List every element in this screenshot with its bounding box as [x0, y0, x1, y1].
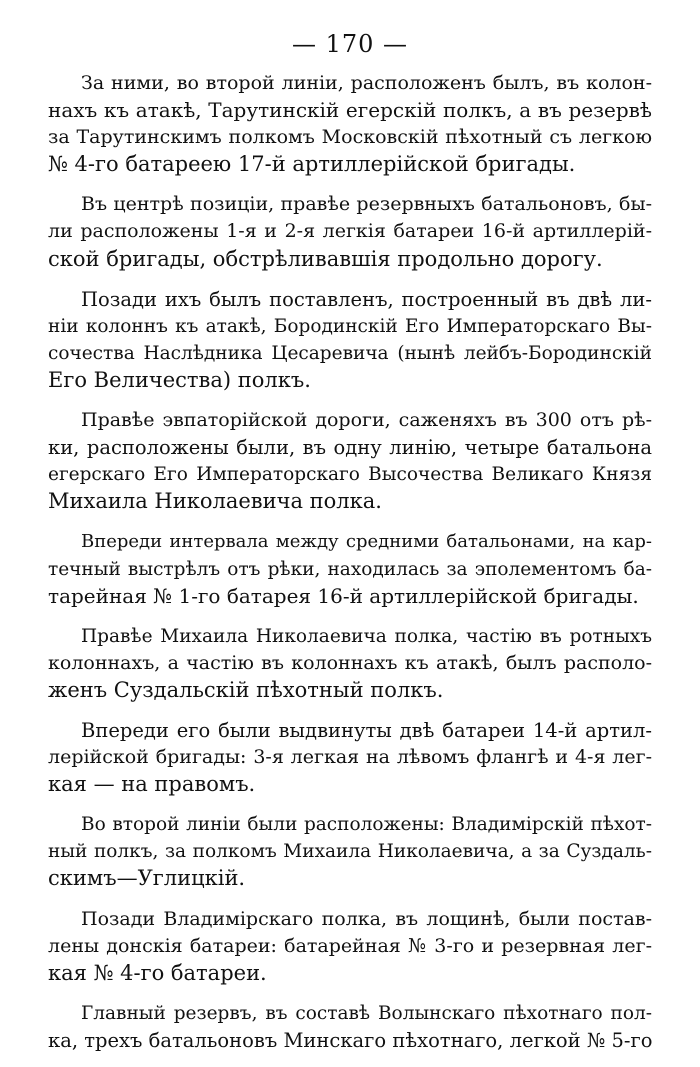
body-text: [48, 70, 652, 1067]
text-line: течный выстрѣлъ отъ рѣки, находилась за эполементомъ ба-: [48, 558, 652, 580]
text-line: Позади ихъ былъ поставленъ, построенный въ двѣ ли-: [81, 287, 652, 311]
paragraph: [48, 717, 652, 798]
text-line: Его Величества) полкъ.: [48, 367, 311, 392]
paragraph: [48, 70, 652, 178]
paragraph: [48, 811, 652, 892]
text-line: сочества Наслѣдника Цесаревича (нынѣ лейбъ-Бородинскій: [48, 342, 652, 364]
text-line: Правѣе эвпаторійской дороги, саженяхъ въ 300 отъ рѣ-: [81, 409, 652, 432]
text-line: скимъ—Углицкій.: [48, 866, 246, 891]
paragraph: [48, 407, 652, 515]
text-line: Позади Владимірскаго полка, въ лощинѣ, были постав-: [81, 907, 652, 930]
text-line: № 4-го батареею 17-й артиллерійской бригады.: [48, 152, 576, 177]
paragraph: [48, 623, 652, 704]
paragraph: [48, 191, 652, 272]
text-line: Во второй линіи были расположены: Владимірскій пѣхот-: [81, 814, 652, 836]
text-line: за Тарутинскимъ полкомъ Московскій пѣхотный съ легкою: [48, 126, 652, 149]
text-line: егерскаго Его Императорскаго Высочества Великаго Князя: [48, 464, 652, 486]
text-line: нахъ къ атакѣ, Тарутинскій егерскій полкъ, а въ резервѣ: [48, 98, 652, 123]
text-line: ли расположены 1-я и 2-я легкія батареи 16-й артиллерій-: [48, 220, 652, 243]
text-line: Впереди его были выдвинуты двѣ батареи 14-й артил-: [81, 718, 652, 742]
text-line: Правѣе Михаила Николаевича полка, частію въ ротныхъ: [81, 625, 652, 647]
text-line: ніи колоннъ къ атакѣ, Бородинскій Его Императорскаго Вы-: [48, 315, 652, 337]
text-line: Впереди интервала между средними батальонами, на кар-: [81, 531, 652, 553]
page-number: — 170 —: [291, 30, 409, 58]
text-line: колоннахъ, а частію въ колоннахъ къ атакѣ, былъ располо-: [48, 651, 652, 674]
text-line: ки, расположены были, въ одну линію, четыре батальона: [48, 436, 652, 460]
paragraph: [48, 528, 652, 609]
text-line: Михаила Николаевича полка.: [48, 489, 382, 514]
text-line: лены донскія батареи: батарейная № 3-го и резервная лег-: [48, 934, 652, 957]
text-line: За ними, во второй линіи, расположенъ былъ, въ колон-: [81, 72, 652, 94]
text-line: кая — на правомъ.: [48, 772, 256, 797]
text-line: женъ Суздальскій пѣхотный полкъ.: [48, 677, 444, 702]
text-line: ской бригады, обстрѣливавшія продольно дорогу.: [48, 246, 603, 271]
text-line: ка, трехъ батальоновъ Минскаго пѣхотнаго, легкой № 5-го: [48, 1028, 653, 1052]
text-line: Въ центрѣ позиціи, правѣе резервныхъ батальоновъ, бы-: [81, 193, 652, 216]
paragraph: [48, 906, 652, 987]
paragraph: [48, 1000, 652, 1054]
text-line: ный полкъ, за полкомъ Михаила Николаевича, а за Суздаль-: [48, 841, 652, 863]
text-line: Главный резервъ, въ составѣ Волынскаго пѣхотнаго пол-: [81, 1002, 652, 1024]
paragraph: [48, 286, 652, 394]
text-line: кая № 4-го батареи.: [48, 960, 267, 985]
text-line: лерійской бригады: 3-я легкая на лѣвомъ флангѣ и 4-я лег-: [48, 746, 652, 769]
text-line: тарейная № 1-го батарея 16-й артиллерійской бригады.: [48, 583, 639, 608]
